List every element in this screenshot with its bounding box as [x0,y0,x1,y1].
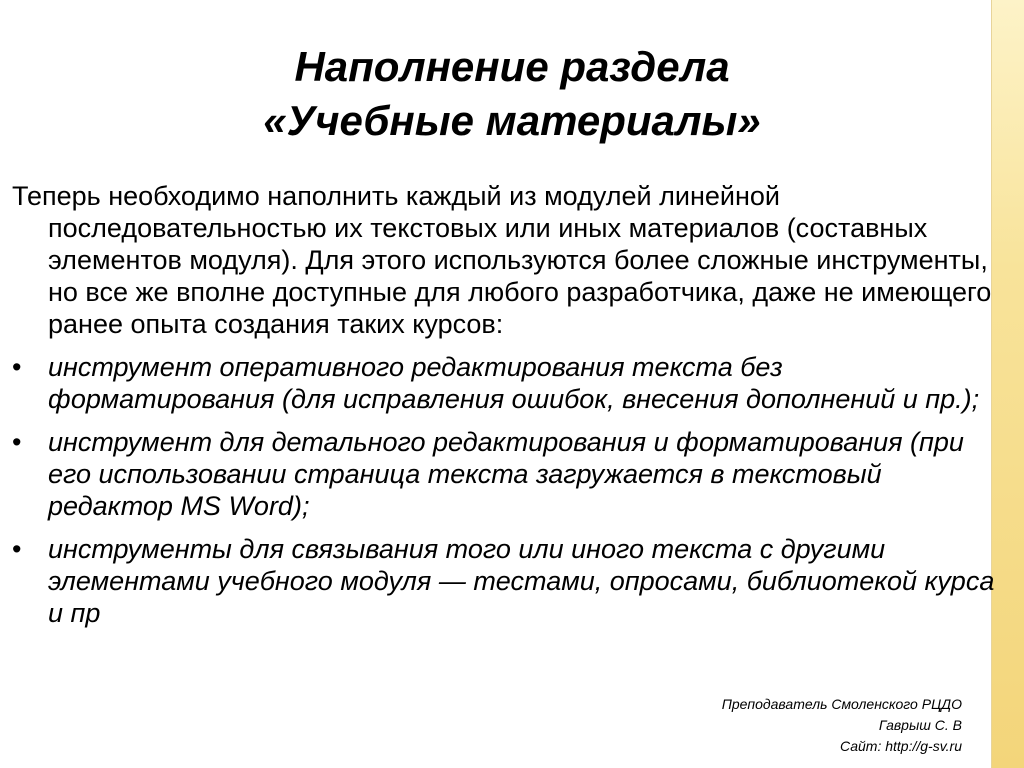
slide-title-line-2: «Учебные материалы» [263,97,761,144]
bullet-list [12,351,997,629]
bullet-text: инструмент для детального редактирования и форматирования (при его использовании страница текста загружается в текстовый редактор MS Word); [48,427,964,521]
footer-teacher: Преподаватель Смоленского РЦДО [721,696,962,712]
slide-title [0,40,1024,148]
bullet-marker: • [12,534,22,564]
footer-author-name: Гаврыш С. В [878,717,962,733]
slide-title-line-1: Наполнение раздела [294,43,730,90]
intro-paragraph: Теперь необходимо наполнить каждый из модулей линейной последовательностью их текстовых или иных материалов (составных элементов модуля). Для этого используются более сложные инструменты, но все же вполне доступные для любого разработчика, даже не имеющего ранее опыта создания таких курсов: [12,181,992,339]
footer-site: Сайт: http://g-sv.ru [839,738,962,754]
slide-body [12,180,997,629]
bullet-marker: • [12,427,22,457]
bullet-item [12,351,997,415]
bullet-text: инструменты для связывания того или иного текста с другими элементами учебного модуля — тестами, опросами, библиотекой курса и пр [48,534,995,628]
bullet-item [12,426,997,522]
bullet-item [12,533,997,629]
bullet-text: инструмент оперативного редактирования текста без форматирования (для исправления ошибок, внесения дополнений и пр.); [48,352,980,414]
bullet-marker: • [12,352,22,382]
author-footer [722,694,962,757]
